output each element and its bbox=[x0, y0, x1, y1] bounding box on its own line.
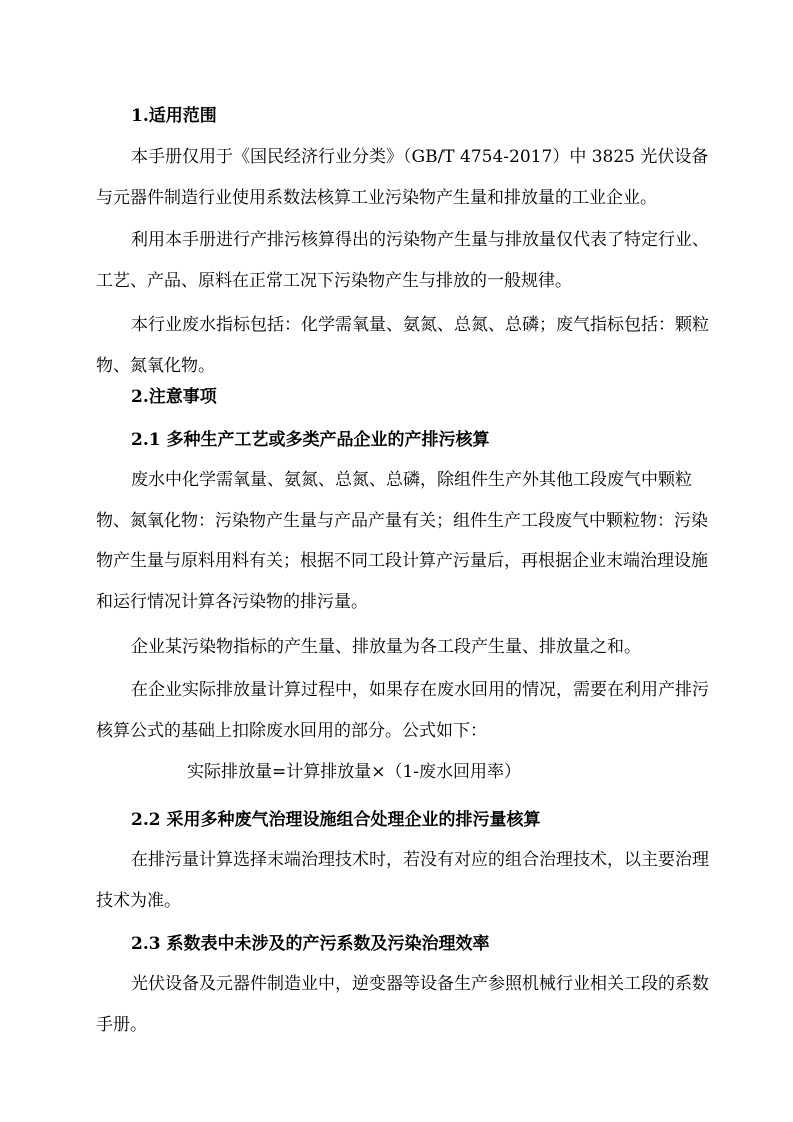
section-1-paragraph-2: 利用本手册进行产排污核算得出的污染物产生量与排放量仅代表了特定行业、工艺、产品、原料在正常工况下污染物产生与排放的一般规律。 bbox=[96, 230, 709, 291]
section-1-heading: 1.适用范围 bbox=[131, 106, 217, 126]
section-2-3-paragraph-1: 光伏设备及元器件制造业中，逆变器等设备生产参照机械行业相关工段的系数手册。 bbox=[96, 974, 709, 1035]
section-2-1-paragraph-1: 废水中化学需氧量、氨氮、总氮、总磷，除组件生产外其他工段废气中颗粒物、氮氧化物：污染物产生量与产品产量有关；组件生产工段废气中颗粒物：污染物产生量与原料用料有关；根据不同工段计算产污量后，再根据企业末端治理设施和运行情况计算各污染物的排污量。 bbox=[96, 470, 708, 612]
section-1-paragraph-3: 本行业废水指标包括：化学需氧量、氨氮、总氮、总磷；废气指标包括：颗粒物、氮氧化物。 bbox=[96, 315, 709, 376]
section-2-3-heading: 2.3 系数表中未涉及的产污系数及污染治理效率 bbox=[131, 934, 490, 954]
section-1-paragraph-1: 本手册仅用于《国民经济行业分类》（GB/T 4754-2017）中 3825 光伏设备与元器件制造行业使用系数法核算工业污染物产生量和排放量的工业企业。 bbox=[96, 147, 709, 208]
section-2-heading: 2.注意事项 bbox=[131, 387, 217, 407]
section-2-1-paragraph-3: 在企业实际排放量计算过程中，如果存在废水回用的情况，需要在利用产排污核算公式的基础上扣除废水回用的部分。公式如下： bbox=[96, 680, 709, 741]
section-2-2-paragraph-1: 在排污量计算选择末端治理技术时，若没有对应的组合治理技术，以主要治理技术为准。 bbox=[96, 850, 709, 911]
section-2-2-heading: 2.2 采用多种废气治理设施组合处理企业的排污量核算 bbox=[131, 810, 541, 830]
section-2-1-heading: 2.1 多种生产工艺或多类产品企业的产排污核算 bbox=[131, 430, 490, 450]
formula-actual-emission: 实际排放量=计算排放量×（1-废水回用率） bbox=[187, 762, 522, 782]
section-2-1-paragraph-2: 企业某污染物指标的产生量、排放量为各工段产生量、排放量之和。 bbox=[131, 637, 641, 657]
